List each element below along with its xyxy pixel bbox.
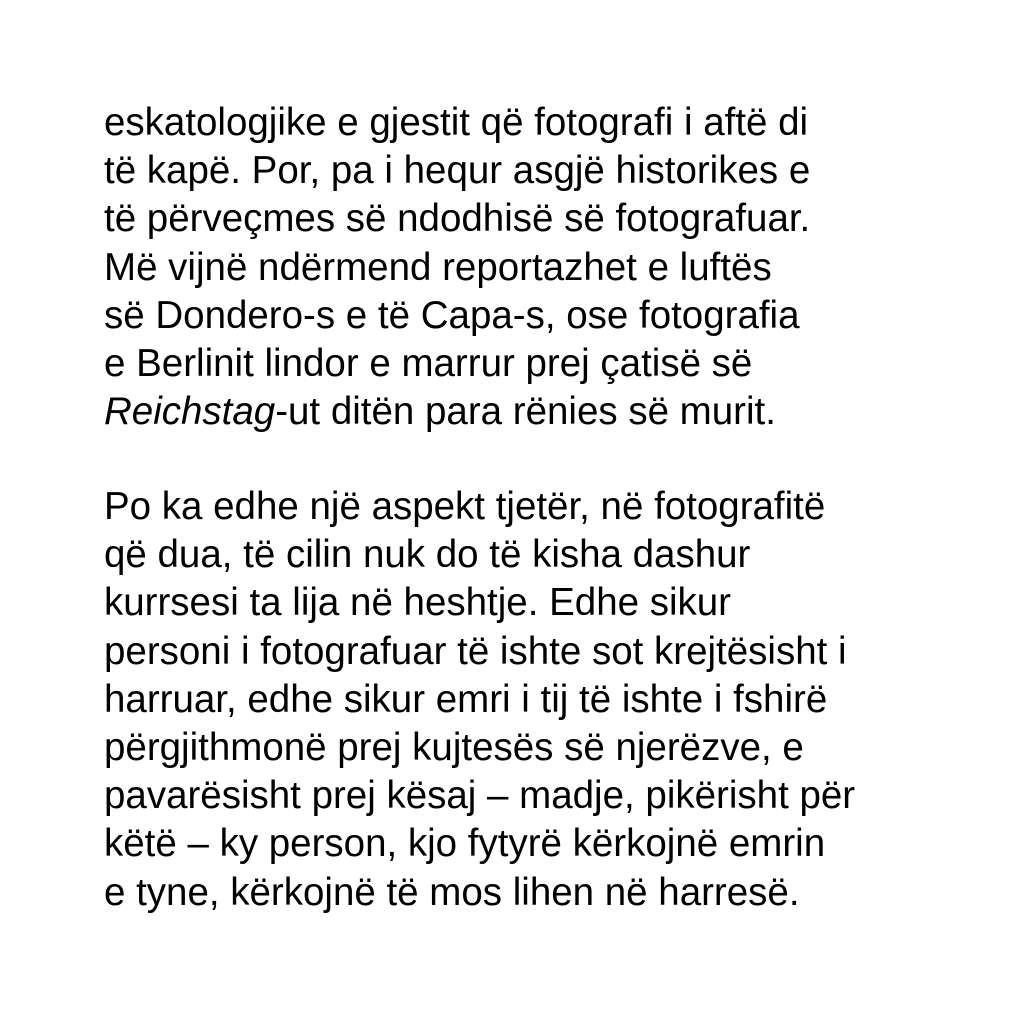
text-line: të kapë. Por, pa i hequr asgjë historikes e <box>104 149 811 193</box>
text-line: përgjithmonë prej kujtesës së njerëzve, e <box>104 725 804 769</box>
text-line: Po ka edhe një aspekt tjetër, në fotografitë <box>104 485 826 528</box>
paragraph-2 <box>104 483 855 917</box>
text-line: e Berlinit lindor e marrur prej çatisë së <box>104 341 753 385</box>
text-line-last <box>104 388 810 436</box>
text-line-rest: -ut ditën para rënies së murit. <box>275 390 776 434</box>
text-line: së Dondero-s e të Capa-s, ose fotografia <box>104 293 800 337</box>
text-line: Më vijnë ndërmend reportazhet e luftës <box>104 245 772 289</box>
text-line: të përveçmes së ndodhisë së fotografuar. <box>104 197 811 241</box>
text-line: e tyne, kërkojnë të mos lihen në harresë. <box>104 870 800 914</box>
text-line: kurrsesi ta lija në heshtje. Edhe sikur <box>104 581 731 625</box>
text-line: personi i fotografuar të ishte sot krejtësisht i <box>104 629 847 673</box>
italic-term: Reichstag <box>104 390 276 434</box>
text-line: që dua, të cilin nuk do të kisha dashur <box>104 533 751 577</box>
text-line: pavarësisht prej kësaj – madje, pikërisht për <box>104 774 856 818</box>
text-line: këtë – ky person, kjo fytyrë kërkojnë emrin <box>104 822 826 866</box>
text-line: eskatologjike e gjestit që fotografi i aftë di <box>104 101 809 144</box>
paragraph-1 <box>104 99 810 436</box>
text-line: harruar, edhe sikur emri i tij të ishte i fshirë <box>104 677 828 721</box>
